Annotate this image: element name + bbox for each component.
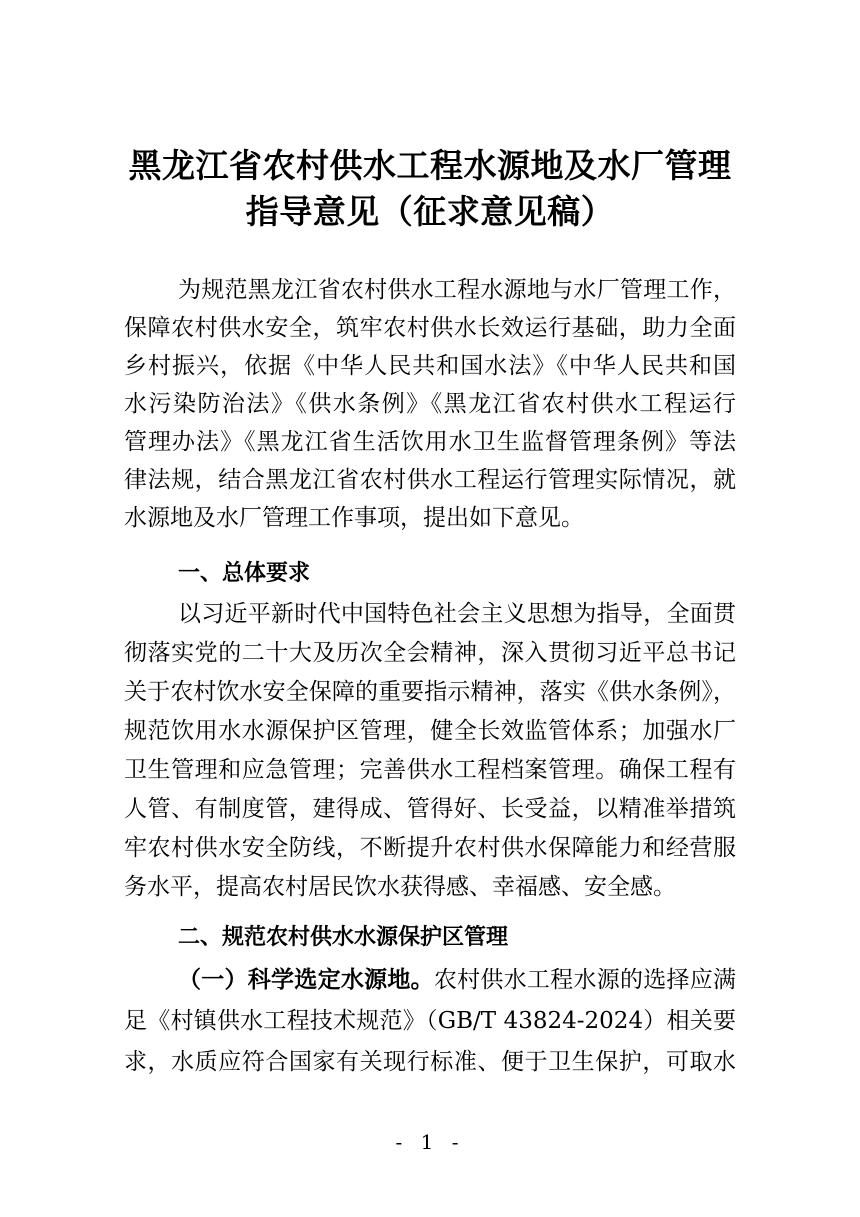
section1-line: 牢农村供水安全防线，不断提升农村供水保障能力和经营服 — [124, 835, 736, 861]
section2-line: 足《村镇供水工程技术规范》（GB/T 43824-2024）相关要 — [124, 1008, 736, 1034]
intro-line: 保障农村供水安全，筑牢农村供水长效运行基础，助力全面 — [124, 315, 736, 341]
intro-line: 乡村振兴，依据《中华人民共和国水法》《中华人民共和国 — [124, 353, 736, 379]
section-heading-water-source-protection: 二、规范农村供水水源保护区管理 — [178, 925, 509, 950]
section1-line: 关于农村饮水安全保障的重要指示精神，落实《供水条例》， — [124, 679, 736, 705]
intro-line: 水源地及水厂管理工作事项，提出如下意见。 — [124, 505, 584, 531]
subsection-text: 农村供水工程水源的选择应满 — [433, 967, 737, 993]
section2-line: 求，水质应符合国家有关现行标准、便于卫生保护，可取水 — [124, 1049, 736, 1075]
intro-line: 水污染防治法》《供水条例》《黑龙江省农村供水工程运行 — [124, 391, 736, 417]
section1-line: 卫生管理和应急管理；完善供水工程档案管理。确保工程有 — [124, 757, 736, 783]
section1-line: 以习近平新时代中国特色社会主义思想为指导，全面贯 — [178, 601, 736, 627]
page-number: - 1 - — [395, 1130, 465, 1154]
intro-line: 律法规，结合黑龙江省农村供水工程运行管理实际情况，就 — [124, 467, 736, 493]
intro-line: 管理办法》《黑龙江省生活饮用水卫生监督管理条例》等法 — [124, 429, 736, 455]
subsection-title: （一）科学选定水源地。 — [178, 967, 434, 993]
intro-line: 为规范黑龙江省农村供水工程水源地与水厂管理工作， — [178, 277, 736, 303]
section1-line: 人管、有制度管，建得成、管得好、长受益，以精准举措筑 — [124, 796, 736, 822]
document-title-line-2: 指导意见（征求意见稿） — [245, 192, 615, 231]
section1-line: 务水平，提高农村居民饮水获得感、幸福感、安全感。 — [124, 874, 676, 900]
subsection-first-line — [178, 964, 736, 996]
section-heading-general-requirements: 一、总体要求 — [178, 561, 311, 586]
document-title-line-1: 黑龙江省农村供水工程水源地及水厂管理 — [128, 146, 732, 185]
section1-line: 彻落实党的二十大及历次全会精神，深入贯彻习近平总书记 — [124, 640, 736, 666]
section1-line: 规范饮用水水源保护区管理，健全长效监管体系；加强水厂 — [124, 718, 736, 744]
